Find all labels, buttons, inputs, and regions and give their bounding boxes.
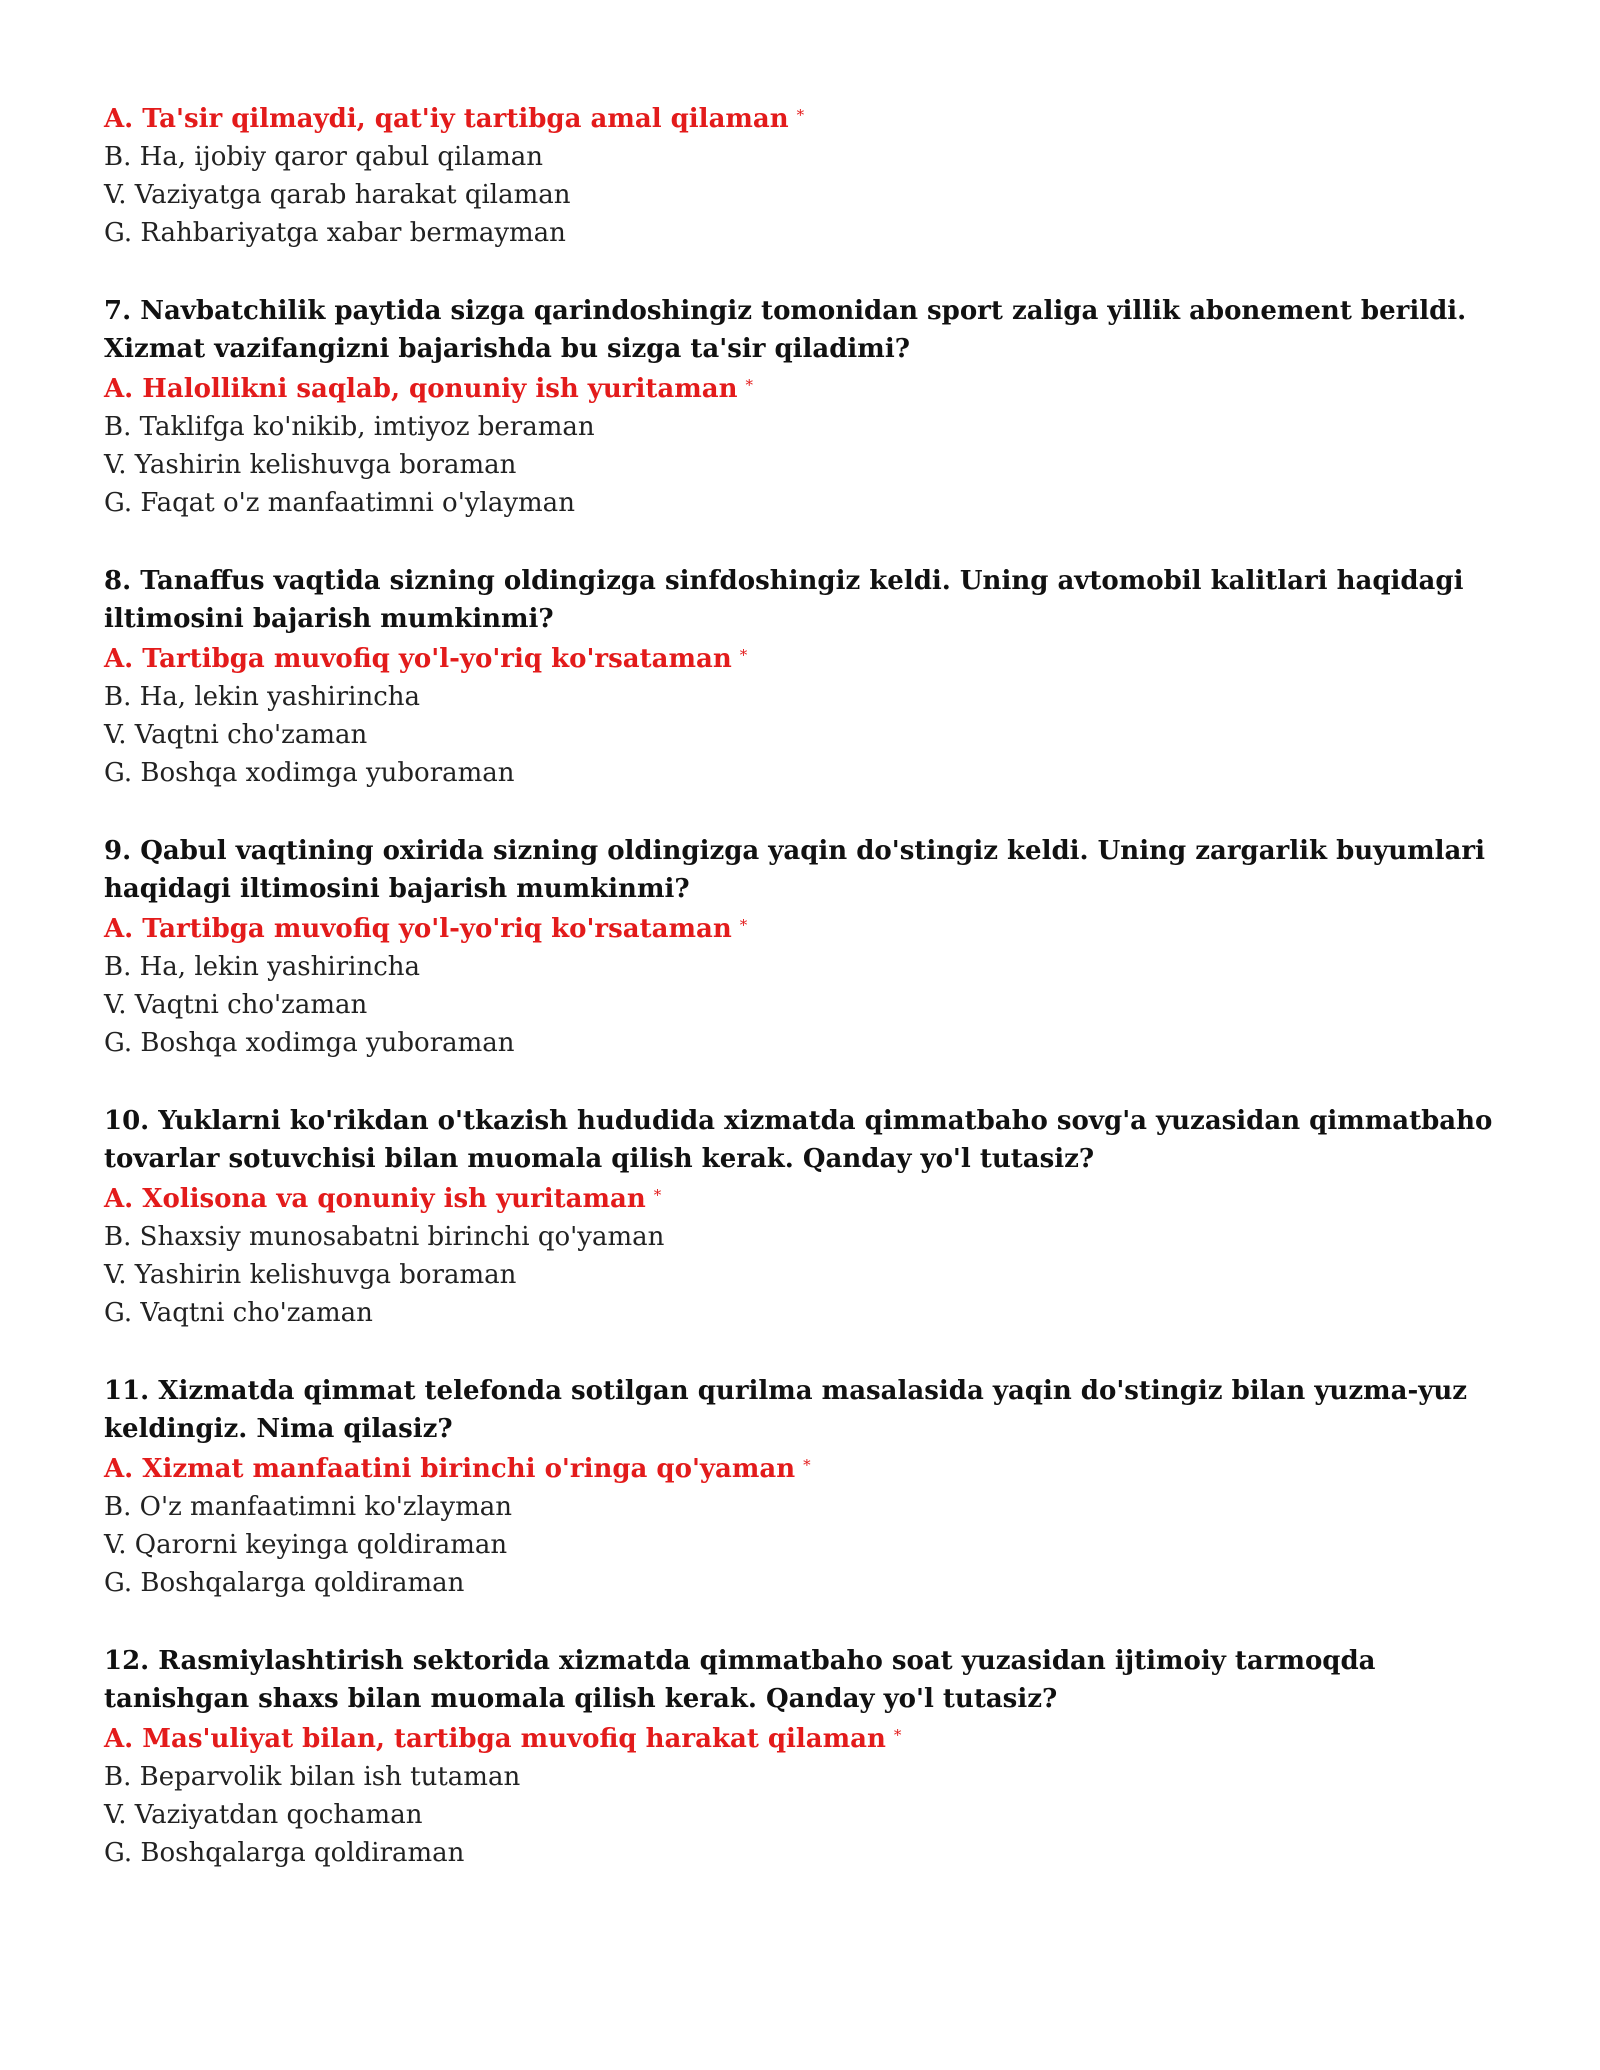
quiz-page: [104, 100, 1504, 1872]
question-text: 12. Rasmiylashtirish sektorida xizmatda qimmatbaho soat yuzasidan ijtimoiy tarmoqda tanishgan shaxs bilan muomala qilish kerak. Qanday yo'l tutasiz?: [104, 1646, 1376, 1714]
answer-option: B. Beparvolik bilan ish tutaman: [104, 1762, 521, 1792]
answer-option: G. Boshqa xodimga yuboraman: [104, 1028, 515, 1058]
answer-option: G. Boshqa xodimga yuboraman: [104, 758, 515, 788]
answer-option: G. Faqat o'z manfaatimni o'ylayman: [104, 488, 575, 518]
question-block: [104, 100, 1504, 252]
answer-option-correct: A. Xolisona va qonuniy ish yuritaman *: [104, 1180, 1504, 1218]
question-block: [104, 1642, 1504, 1872]
answer-option-correct: A. Mas'uliyat bilan, tartibga muvofiq harakat qilaman *: [104, 1720, 1504, 1758]
correct-marker: *: [739, 916, 748, 934]
question-block: [104, 832, 1504, 1062]
answer-option: G. Boshqalarga qoldiraman: [104, 1838, 465, 1868]
answer-option: G. Rahbariyatga xabar bermayman: [104, 218, 566, 248]
question-text: 7. Navbatchilik paytida sizga qarindoshingiz tomonidan sport zaliga yillik abonement berildi. Xizmat vazifangizni bajarishda bu sizga ta'sir qiladimi?: [104, 296, 1467, 364]
question-block: [104, 1102, 1504, 1332]
answer-option: V. Vaziyatga qarab harakat qilaman: [104, 180, 571, 210]
correct-marker: *: [796, 106, 805, 124]
question-text: 11. Xizmatda qimmat telefonda sotilgan qurilma masalasida yaqin do'stingiz bilan yuzma-yuz keldingiz. Nima qilasiz?: [104, 1376, 1468, 1444]
question-text: 9. Qabul vaqtining oxirida sizning oldingizga yaqin do'stingiz keldi. Uning zargarlik buyumlari haqidagi iltimosini bajarish mumkinmi?: [104, 836, 1485, 904]
answer-option-correct: A. Tartibga muvofiq yo'l-yo'riq ko'rsataman *: [104, 640, 1504, 678]
question-text: 8. Tanaffus vaqtida sizning oldingizga sinfdoshingiz keldi. Uning avtomobil kalitlari haqidagi iltimosini bajarish mumkinmi?: [104, 566, 1464, 634]
question-block: [104, 1372, 1504, 1602]
correct-marker: *: [739, 646, 748, 664]
correct-marker: *: [803, 1456, 811, 1474]
answer-option: V. Yashirin kelishuvga boraman: [104, 1260, 517, 1290]
correct-marker: *: [745, 376, 753, 394]
answer-option: V. Vaqtni cho'zaman: [104, 720, 368, 750]
question-text: 10. Yuklarni ko'rikdan o'tkazish hududida xizmatda qimmatbaho sovg'a yuzasidan qimmatbaho tovarlar sotuvchisi bilan muomala qilish kerak. Qanday yo'l tutasiz?: [104, 1106, 1493, 1174]
answer-option: V. Yashirin kelishuvga boraman: [104, 450, 517, 480]
answer-option: B. O'z manfaatimni ko'zlayman: [104, 1492, 512, 1522]
answer-option: B. Ha, lekin yashirincha: [104, 952, 421, 982]
answer-option: B. Ha, ijobiy qaror qabul qilaman: [104, 142, 543, 172]
question-block: [104, 292, 1504, 522]
answer-option-correct: A. Ta'sir qilmaydi, qat'iy tartibga amal qilaman *: [104, 100, 1504, 138]
answer-option: V. Vaqtni cho'zaman: [104, 990, 368, 1020]
question-block: [104, 562, 1504, 792]
answer-option: G. Vaqtni cho'zaman: [104, 1298, 373, 1328]
answer-option-correct: A. Xizmat manfaatini birinchi o'ringa qo'yaman *: [104, 1450, 1504, 1488]
correct-marker: *: [653, 1186, 662, 1204]
answer-option-correct: A. Tartibga muvofiq yo'l-yo'riq ko'rsataman *: [104, 910, 1504, 948]
answer-option: B. Ha, lekin yashirincha: [104, 682, 421, 712]
answer-option: B. Taklifga ko'nikib, imtiyoz beraman: [104, 412, 595, 442]
answer-option: B. Shaxsiy munosabatni birinchi qo'yaman: [104, 1222, 665, 1252]
correct-marker: *: [893, 1726, 902, 1744]
answer-option-correct: A. Halollikni saqlab, qonuniy ish yuritaman *: [104, 370, 1504, 408]
answer-option: V. Vaziyatdan qochaman: [104, 1800, 423, 1830]
answer-option: V. Qarorni keyinga qoldiraman: [104, 1530, 508, 1560]
answer-option: G. Boshqalarga qoldiraman: [104, 1568, 465, 1598]
